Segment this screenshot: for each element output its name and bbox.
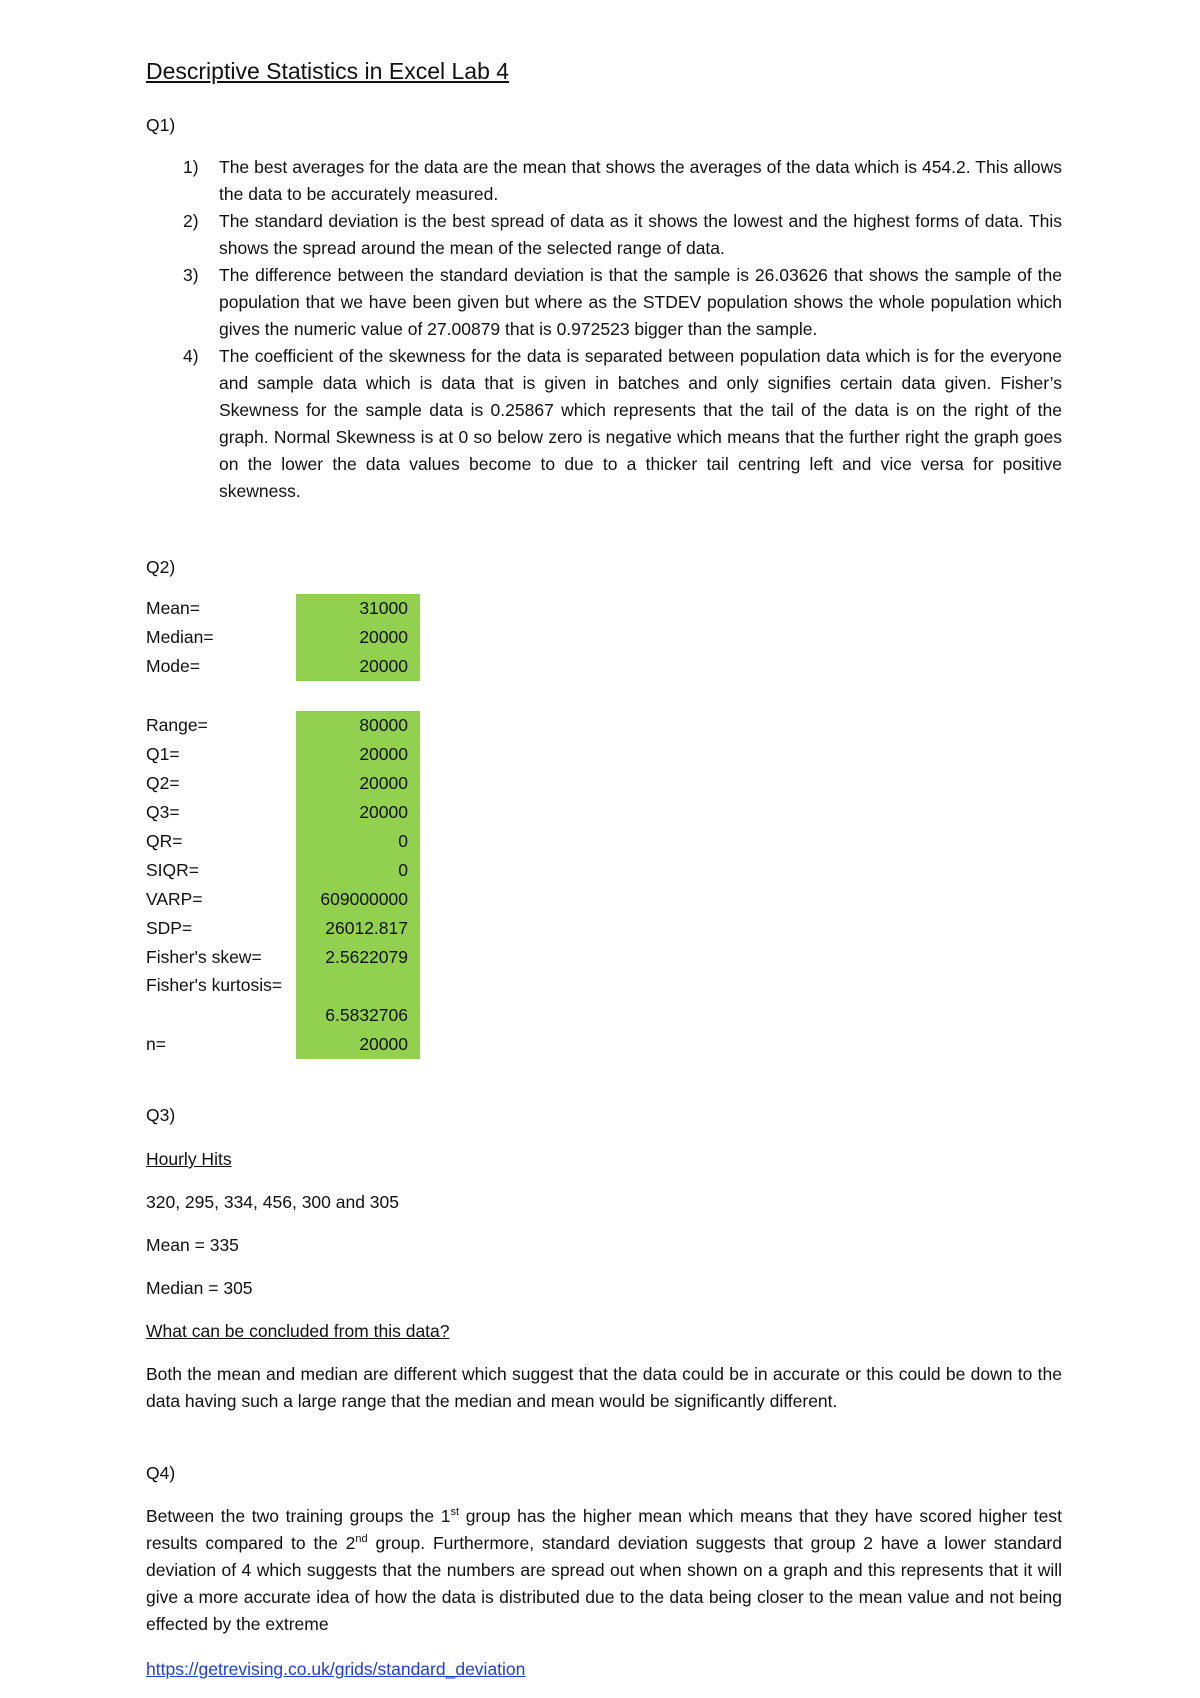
list-item-number: 3) — [183, 265, 199, 285]
table-row — [146, 594, 420, 623]
list-item — [146, 343, 1062, 505]
table-row — [146, 972, 420, 1030]
table-row — [146, 914, 420, 943]
table-row — [146, 652, 420, 681]
row-label: Mode= — [146, 656, 200, 676]
q3-data-line: 320, 295, 334, 456, 300 and 305 — [146, 1192, 400, 1212]
table-row — [146, 943, 420, 972]
q4-text-a: Between the two training groups the 1 — [146, 1506, 451, 1526]
row-label: Q3= — [146, 802, 180, 822]
list-item-text: The difference between the standard deviation is that the sample is 26.03626 that shows the sample of the population that we have been given but where as the STDEV population shows the whole population which gives the numeric value of 27.00879 that is 0.972523 bigger than the sample. — [219, 265, 1062, 339]
row-value: 31000 — [296, 594, 420, 623]
row-label: n= — [146, 1034, 166, 1054]
q3-heading: Q3) — [146, 1105, 176, 1125]
table-row — [146, 885, 420, 914]
table-row — [146, 1030, 420, 1059]
row-value: 20000 — [296, 798, 420, 827]
q3-mean-line: Mean = 335 — [146, 1235, 239, 1255]
q4-sup-a: st — [450, 1506, 460, 1519]
row-value: 26012.817 — [296, 914, 420, 943]
row-label: Fisher's kurtosis= — [146, 975, 283, 995]
row-label: Q2= — [146, 773, 180, 793]
reference-link[interactable]: https://getrevising.co.uk/grids/standard_deviation — [146, 1659, 526, 1679]
q4-text-c: group. Furthermore, standard deviation suggests that group 2 have a lower standard deviation of 4 which suggests that the numbers are spread out when shown on a graph and this represents that it will give a more accurate idea of how the data is distributed due to the data being closer to the mean value and not being effected by the extreme — [146, 1533, 1062, 1634]
row-value: 20000 — [296, 652, 420, 681]
row-value: 0 — [296, 856, 420, 885]
q4-paragraph — [146, 1503, 1062, 1638]
row-label: Mean= — [146, 598, 200, 618]
q1-heading: Q1) — [146, 115, 176, 135]
list-item-text: The best averages for the data are the mean that shows the averages of the data which is 454.2. This allows the data to be accurately measured. — [219, 157, 1062, 204]
q3-answer: Both the mean and median are different which suggest that the data could be in accurate or this could be down to the data having such a large range that the median and mean would be significantly different. — [146, 1364, 1062, 1411]
table-row — [146, 740, 420, 769]
row-label: SIQR= — [146, 860, 200, 880]
q4-heading: Q4) — [146, 1463, 176, 1483]
q2-averages-table — [146, 594, 420, 681]
q3-subheading: Hourly Hits — [146, 1149, 232, 1169]
row-label: SDP= — [146, 918, 193, 938]
row-label: Fisher's skew= — [146, 947, 262, 967]
list-item — [146, 262, 1062, 343]
table-row — [146, 623, 420, 652]
q2-spread-table — [146, 711, 420, 1059]
row-value: 6.5832706 — [296, 972, 420, 1030]
row-label: Median= — [146, 627, 214, 647]
row-value: 20000 — [296, 1030, 420, 1059]
row-value: 80000 — [296, 711, 420, 740]
row-value: 609000000 — [296, 885, 420, 914]
q2-heading: Q2) — [146, 557, 176, 577]
row-value: 2.5622079 — [296, 943, 420, 972]
row-label: Q1= — [146, 744, 180, 764]
list-item — [146, 208, 1062, 262]
q3-median-line: Median = 305 — [146, 1278, 253, 1298]
document-title: Descriptive Statistics in Excel Lab 4 — [146, 58, 510, 84]
table-row — [146, 856, 420, 885]
row-value: 20000 — [296, 740, 420, 769]
q4-sup-b: nd — [355, 1533, 368, 1546]
table-row — [146, 769, 420, 798]
row-label: Range= — [146, 715, 208, 735]
row-value: 20000 — [296, 769, 420, 798]
list-item — [146, 154, 1062, 208]
list-item-number: 2) — [183, 211, 199, 231]
q3-question: What can be concluded from this data? — [146, 1321, 450, 1341]
list-item-number: 4) — [183, 346, 199, 366]
row-label: QR= — [146, 831, 183, 851]
table-row — [146, 827, 420, 856]
q1-answer-list — [146, 154, 1062, 505]
table-row — [146, 798, 420, 827]
row-label: VARP= — [146, 889, 203, 909]
list-item-text: The coefficient of the skewness for the data is separated between population data which is for the everyone and sample data which is data that is given in batches and only signifies certain data given. Fisher’s Skewness for the sample data is 0.25867 which represents that the tail of the data is on the right of the graph. Normal Skewness is at 0 so below zero is negative which means that the further right the graph goes on the lower the data values become to due to a thicker tail centring left and vice versa for positive skewness. — [219, 346, 1062, 501]
list-item-number: 1) — [183, 157, 199, 177]
q4-text-b: group has the higher mean which means that they have scored higher test results compared to the 2 — [146, 1506, 1062, 1553]
row-value: 20000 — [296, 623, 420, 652]
list-item-text: The standard deviation is the best spread of data as it shows the lowest and the highest forms of data. This shows the spread around the mean of the selected range of data. — [219, 211, 1062, 258]
row-value: 0 — [296, 827, 420, 856]
table-row — [146, 711, 420, 740]
